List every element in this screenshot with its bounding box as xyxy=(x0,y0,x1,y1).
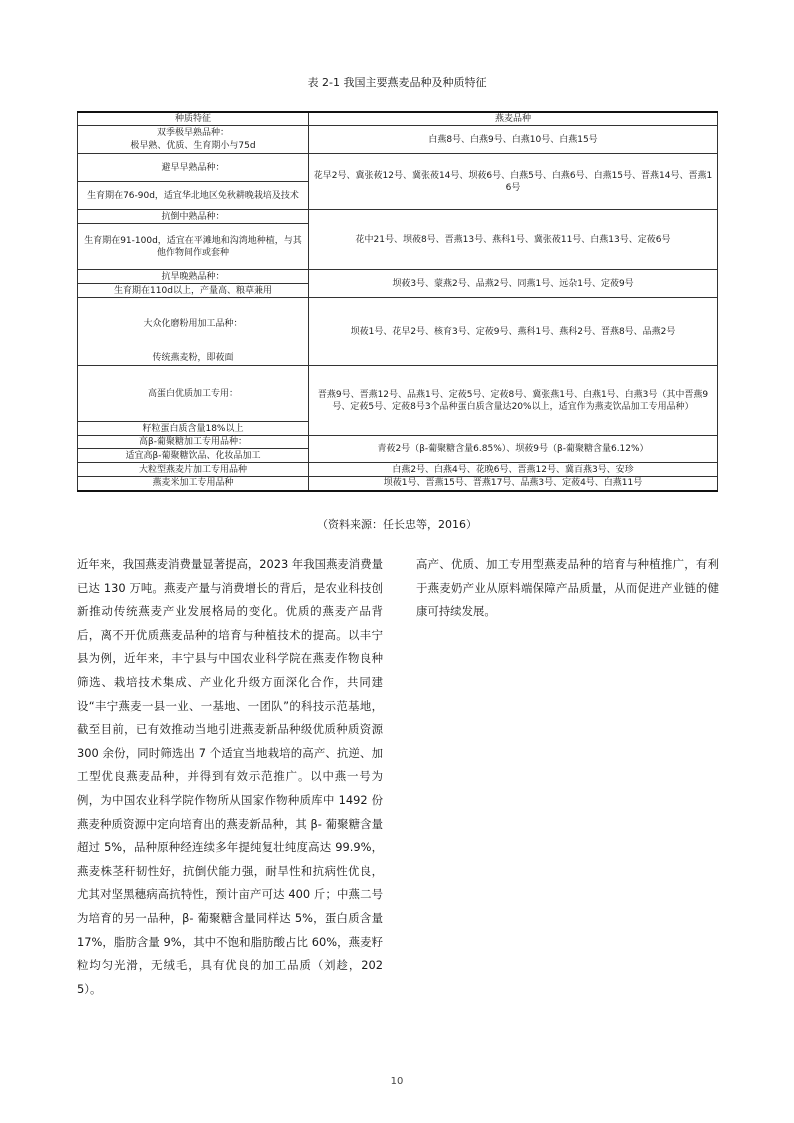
trait-desc: 籽粒蛋白质含量18%以上 xyxy=(78,422,309,436)
trait-name: 高β-葡聚糖加工专用品种： xyxy=(78,436,309,449)
trait-name: 抗倒中熟品种： xyxy=(78,210,309,224)
trait-name: 大粒型燕麦片加工专用品种 xyxy=(78,463,309,477)
variety-cell: 白燕2号、白燕4号、花晚6号、晋燕12号、冀百燕3号、安珍 xyxy=(309,463,718,477)
trait-name: 抗旱晚熟品种： xyxy=(78,270,309,284)
variety-cell: 坝莜1号、花早2号、核育3号、定莜9号、燕科1号、燕科2号、晋燕8号、品燕2号 xyxy=(309,298,718,366)
table-title: 表 2-1 我国主要燕麦品种及种质特征 xyxy=(307,76,487,89)
varieties-table xyxy=(77,111,718,492)
table-source: （资料来源：任长忠等，2016） xyxy=(317,518,477,531)
variety-cell: 青莜2号（β-葡聚糖含量6.85%）、坝莜9号（β-葡聚糖含量6.12%） xyxy=(309,436,718,463)
page-number: 10 xyxy=(390,1076,404,1087)
trait-name: 燕麦米加工专用品种 xyxy=(78,477,309,491)
header-traits: 种质特征 xyxy=(78,112,309,126)
trait-desc: 适宜高β-葡聚糖饮品、化妆品加工 xyxy=(78,449,309,463)
trait-desc: 生育期在76-90d，适宜华北地区免秋耕晚栽培及技术 xyxy=(78,182,309,210)
trait-desc: 生育期在91-100d，适宜在平滩地和沟湾地种植，与其他作物间作或套种 xyxy=(78,224,309,270)
trait-name: 大众化磨粉用加工品种： xyxy=(78,298,309,351)
header-varieties: 燕麦品种 xyxy=(309,112,718,126)
variety-cell: 花早2号、冀张莜12号、冀张莜14号、坝莜6号、白燕5号、白燕6号、白燕15号、晋燕14号、晋燕16号 xyxy=(309,154,718,210)
trait-name: 双季极早熟品种： xyxy=(78,126,309,140)
variety-cell: 坝莜1号、晋燕15号、晋燕17号、品燕3号、定莜4号、白燕11号 xyxy=(309,477,718,491)
variety-cell: 晋燕9号、晋燕12号、品燕1号、定莜5号、定莜8号、冀张燕1号、白燕1号、白燕3号（其中晋燕9号、定莜5号、定莜8号3个品种蛋白质含量达20%以上，适宜作为燕麦饮品加工专用品种） xyxy=(309,366,718,436)
trait-desc: 生育期在110d以上，产量高、粮草兼用 xyxy=(78,284,309,298)
variety-cell: 花中21号、坝莜8号、晋燕13号、燕科1号、冀张莜11号、白燕13号、定莜6号 xyxy=(309,210,718,270)
body-paragraph-right: 高产、优质、加工专用型燕麦品种的培育与种植推广，有利于燕麦奶产业从原料端保障产品质量，从而促进产业链的健康可持续发展。 xyxy=(416,557,719,619)
variety-cell: 白燕8号、白燕9号、白燕10号、白燕15号 xyxy=(309,126,718,154)
trait-desc: 极早熟、优质、生育期小与75d xyxy=(78,140,309,154)
variety-cell: 坝莜3号、蒙燕2号、品燕2号、同燕1号、远杂1号、定莜9号 xyxy=(309,270,718,298)
trait-name: 避早早熟品种： xyxy=(78,154,309,182)
trait-desc: 传统燕麦粉，即莜面 xyxy=(78,351,309,366)
trait-name: 高蛋白优质加工专用： xyxy=(78,366,309,422)
body-paragraph-left: 近年来，我国燕麦消费量显著提高，2023 年我国燕麦消费量已达 130 万吨。燕麦产量与消费增长的背后，是农业科技创新推动传统燕麦产业发展格局的变化。优质的燕麦产品背后，离不开优质燕麦品种的培育与种植技术的提高。以丰宁县为例，近年来，丰宁县与中国农业科学院在燕麦作物良种筛选、栽培技术集成、产业化升级方面深化合作，共同建设“丰宁燕麦一县一业、一基地、一团队”的科技示范基地，截至目前，已有效推动当地引进燕麦新品种级优质种质资源 300 余份，同时筛选出 7 个适宜当地栽培的高产、抗逆、加工型优良燕麦品种，并得到有效示范推广。以中燕一号为例，为中国农业科学院作物所从国家作物种质库中 1492 份燕麦种质资源中定向培育出的燕麦新品种，其 β- 葡聚糖含量超过 5%，品种原种经连续多年提纯复壮纯度高达 99.9%，燕麦株茎秆韧性好，抗倒伏能力强，耐旱性和抗病性优良，尤其对坚黑穗病高抗特性，预计亩产可达 400 斤；中燕二号为培育的另一品种，β- 葡聚糖含量同样达 5%，蛋白质含量 17%，脂肪含量 9%，其中不饱和脂肪酸占比 60%，燕麦籽粒均匀光滑，无绒毛，具有优良的加工品质（刘趁，2025）。 xyxy=(77,557,383,996)
